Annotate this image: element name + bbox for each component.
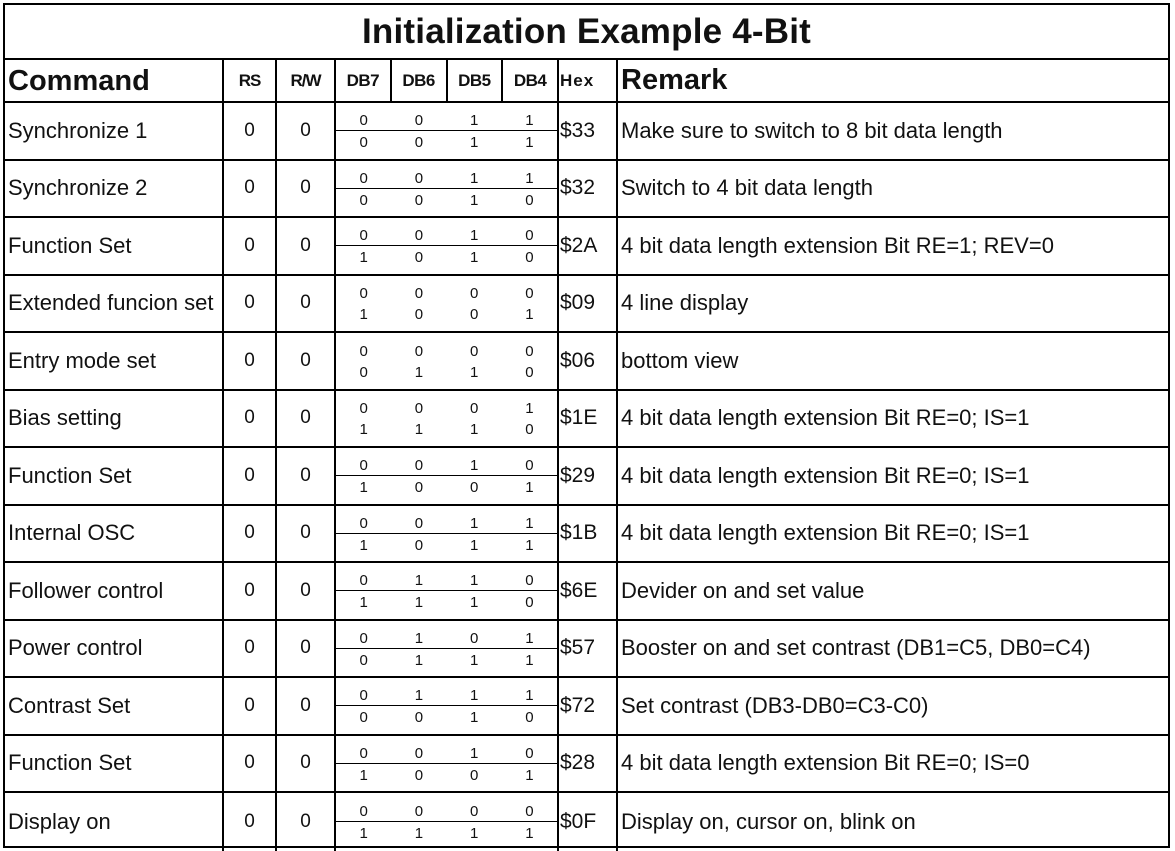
bit-bits_high-db7: 0 xyxy=(359,400,368,418)
bit-bits_high-db4: 0 xyxy=(525,457,534,475)
bits-cell xyxy=(336,161,559,217)
bit-bits_high-db6: 1 xyxy=(414,629,424,647)
bit-bits_low-db6: 0 xyxy=(414,191,424,209)
command-cell: Contrast Set xyxy=(5,678,224,734)
bit-bits_high-db4: 1 xyxy=(525,687,534,705)
bit-bits_high-db4: 0 xyxy=(525,227,534,245)
bit-bits_high-db4: 0 xyxy=(525,572,534,590)
remark-cell: bottom view xyxy=(621,347,739,373)
bits-high-nibble xyxy=(336,448,557,476)
bit-bits_low-db7: 1 xyxy=(359,825,368,843)
bit-bits_low-db4: 0 xyxy=(525,421,534,439)
bit-bits_high-db7: 0 xyxy=(359,342,368,360)
rw-cell: 0 xyxy=(277,276,336,332)
hex-cell: $2A xyxy=(559,218,618,274)
rs-cell: 0 xyxy=(224,448,277,504)
bit-bits_low-db4: 0 xyxy=(525,709,534,727)
bits-low-nibble xyxy=(336,418,557,446)
bits-cell xyxy=(336,563,559,619)
bit-bits_high-db6: 0 xyxy=(414,169,424,187)
command-cell: Internal OSC xyxy=(5,506,224,562)
bit-bits_low-db7: 1 xyxy=(359,249,368,267)
bit-bits_high-db7: 0 xyxy=(359,629,368,647)
bits-high-nibble xyxy=(336,793,557,822)
bit-bits_low-db4: 0 xyxy=(525,594,534,612)
rw-cell: 0 xyxy=(277,103,336,159)
rs-cell: 0 xyxy=(224,161,277,217)
bit-bits_low-db6: 0 xyxy=(414,306,424,324)
hex-cell: $06 xyxy=(559,333,618,389)
rw-cell: 0 xyxy=(277,161,336,217)
rw-cell: 0 xyxy=(277,621,336,677)
bit-bits_high-db4: 1 xyxy=(525,112,534,130)
bit-bits_high-db7: 0 xyxy=(359,227,368,245)
bits-low-nibble xyxy=(336,476,557,503)
bit-bits_low-db4: 0 xyxy=(525,363,534,381)
remark-cell: 4 bit data length extension Bit RE=1; REV=0 xyxy=(621,232,1054,258)
bit-bits_low-db4: 0 xyxy=(525,191,534,209)
bits-low-nibble xyxy=(336,189,557,216)
remark-cell: 4 bit data length extension Bit RE=0; IS=1 xyxy=(621,462,1030,488)
bit-bits_high-db5: 1 xyxy=(469,112,479,130)
bit-bits_low-db4: 1 xyxy=(525,306,534,324)
remark-cell: 4 bit data length extension Bit RE=0; IS=1 xyxy=(621,520,1030,546)
command-cell: Follower control xyxy=(5,563,224,619)
bit-bits_high-db4: 1 xyxy=(525,514,534,532)
bits-low-nibble xyxy=(336,131,557,158)
bit-bits_low-db4: 1 xyxy=(525,766,534,784)
table-row xyxy=(5,793,1168,851)
header-hex: Hex xyxy=(559,60,618,101)
bits-high-nibble xyxy=(336,563,557,591)
bit-bits_low-db7: 0 xyxy=(359,651,368,669)
bit-bits_high-db6: 0 xyxy=(414,285,424,303)
bit-bits_low-db6: 1 xyxy=(414,651,424,669)
bit-bits_low-db5: 0 xyxy=(469,766,479,784)
command-cell: Function Set xyxy=(5,736,224,792)
bits-cell xyxy=(336,736,559,792)
bit-bits_high-db4: 0 xyxy=(525,744,534,762)
rs-cell: 0 xyxy=(224,276,277,332)
rw-cell: 0 xyxy=(277,678,336,734)
bits-low-nibble xyxy=(336,822,557,850)
bit-bits_high-db7: 0 xyxy=(359,169,368,187)
bits-high-nibble xyxy=(336,678,557,706)
bit-bits_low-db5: 1 xyxy=(469,825,479,843)
bit-bits_high-db6: 1 xyxy=(414,572,424,590)
bit-bits_high-db5: 1 xyxy=(469,744,479,762)
bit-bits_high-db4: 1 xyxy=(525,400,534,418)
bit-bits_high-db6: 0 xyxy=(414,514,424,532)
header-rw: R/W xyxy=(277,60,336,101)
hex-cell: $33 xyxy=(559,103,618,159)
hex-cell: $6E xyxy=(559,563,618,619)
table-row xyxy=(5,736,1168,794)
table-row xyxy=(5,333,1168,391)
command-cell: Synchronize 1 xyxy=(5,103,224,159)
table-body xyxy=(5,103,1168,851)
bit-bits_low-db7: 0 xyxy=(359,709,368,727)
rw-cell: 0 xyxy=(277,218,336,274)
bits-high-nibble xyxy=(336,103,557,131)
bit-bits_low-db5: 1 xyxy=(469,249,479,267)
hex-cell: $0F xyxy=(559,793,618,851)
command-cell: Function Set xyxy=(5,448,224,504)
bits-low-nibble xyxy=(336,764,557,791)
rw-cell: 0 xyxy=(277,793,336,851)
bit-bits_low-db6: 1 xyxy=(414,594,424,612)
bit-bits_high-db4: 1 xyxy=(525,629,534,647)
remark-cell: 4 bit data length extension Bit RE=0; IS=0 xyxy=(621,750,1030,776)
bit-bits_low-db6: 0 xyxy=(414,709,424,727)
remark-cell: Devider on and set value xyxy=(621,577,865,603)
header-remark: Remark xyxy=(621,64,728,96)
command-cell: Power control xyxy=(5,621,224,677)
bit-bits_low-db7: 1 xyxy=(359,306,368,324)
remark-cell: 4 bit data length extension Bit RE=0; IS=1 xyxy=(621,405,1030,431)
bit-bits_high-db4: 0 xyxy=(525,285,534,303)
bit-bits_low-db6: 1 xyxy=(414,363,424,381)
bit-bits_high-db5: 1 xyxy=(469,169,479,187)
rw-cell: 0 xyxy=(277,736,336,792)
rs-cell: 0 xyxy=(224,563,277,619)
bit-bits_high-db5: 1 xyxy=(469,227,479,245)
bit-bits_high-db6: 1 xyxy=(414,687,424,705)
bits-low-nibble xyxy=(336,361,557,389)
bits-cell xyxy=(336,218,559,274)
bits-low-nibble xyxy=(336,534,557,561)
bits-high-nibble xyxy=(336,161,557,189)
remark-cell: Switch to 4 bit data length xyxy=(621,175,873,201)
table-title: Initialization Example 4-Bit xyxy=(5,5,1168,60)
table-row xyxy=(5,448,1168,506)
bit-bits_low-db4: 1 xyxy=(525,651,534,669)
table-row xyxy=(5,276,1168,334)
bit-bits_low-db6: 0 xyxy=(414,766,424,784)
bits-low-nibble xyxy=(336,246,557,273)
bit-bits_high-db7: 0 xyxy=(359,572,368,590)
bits-cell xyxy=(336,103,559,159)
rs-cell: 0 xyxy=(224,736,277,792)
remark-cell: Make sure to switch to 8 bit data length xyxy=(621,117,1003,143)
table-row xyxy=(5,678,1168,736)
bit-bits_high-db6: 0 xyxy=(414,803,424,821)
bits-cell xyxy=(336,506,559,562)
bit-bits_high-db5: 0 xyxy=(469,803,479,821)
bit-bits_low-db7: 1 xyxy=(359,421,368,439)
header-row xyxy=(5,60,1168,103)
hex-cell: $29 xyxy=(559,448,618,504)
bit-bits_low-db7: 1 xyxy=(359,479,368,497)
bit-bits_high-db5: 0 xyxy=(469,285,479,303)
header-db6: DB6 xyxy=(392,60,448,101)
rw-cell: 0 xyxy=(277,391,336,447)
command-cell: Display on xyxy=(5,793,224,851)
hex-cell: $1B xyxy=(559,506,618,562)
header-db-group xyxy=(336,60,559,101)
bits-high-nibble xyxy=(336,276,557,304)
table-row xyxy=(5,218,1168,276)
bit-bits_high-db7: 0 xyxy=(359,112,368,130)
bit-bits_high-db4: 0 xyxy=(525,803,534,821)
bit-bits_high-db4: 0 xyxy=(525,342,534,360)
header-rs: RS xyxy=(224,60,277,101)
bit-bits_high-db6: 0 xyxy=(414,112,424,130)
bits-high-nibble xyxy=(336,506,557,534)
bit-bits_low-db6: 1 xyxy=(414,421,424,439)
bit-bits_high-db6: 0 xyxy=(414,227,424,245)
rs-cell: 0 xyxy=(224,506,277,562)
bit-bits_high-db5: 1 xyxy=(469,457,479,475)
bits-high-nibble xyxy=(336,218,557,246)
bit-bits_low-db6: 0 xyxy=(414,479,424,497)
bit-bits_low-db5: 1 xyxy=(469,536,479,554)
remark-cell: Booster on and set contrast (DB1=C5, DB0=C4) xyxy=(621,635,1091,661)
bit-bits_high-db5: 1 xyxy=(469,514,479,532)
bit-bits_low-db5: 0 xyxy=(469,306,479,324)
rw-cell: 0 xyxy=(277,563,336,619)
table-row xyxy=(5,161,1168,219)
bits-cell xyxy=(336,448,559,504)
bit-bits_high-db6: 0 xyxy=(414,342,424,360)
remark-cell: Display on, cursor on, blink on xyxy=(621,808,916,834)
bit-bits_low-db4: 1 xyxy=(525,825,534,843)
bit-bits_low-db5: 1 xyxy=(469,594,479,612)
bit-bits_low-db7: 1 xyxy=(359,594,368,612)
command-cell: Entry mode set xyxy=(5,333,224,389)
bit-bits_low-db6: 0 xyxy=(414,249,424,267)
rw-cell: 0 xyxy=(277,506,336,562)
bits-low-nibble xyxy=(336,706,557,733)
table-row xyxy=(5,563,1168,621)
rs-cell: 0 xyxy=(224,678,277,734)
init-table xyxy=(3,3,1170,848)
bit-bits_low-db5: 1 xyxy=(469,709,479,727)
bit-bits_low-db4: 1 xyxy=(525,536,534,554)
remark-cell: 4 line display xyxy=(621,290,749,316)
bit-bits_low-db7: 0 xyxy=(359,363,368,381)
rs-cell: 0 xyxy=(224,793,277,851)
hex-cell: $57 xyxy=(559,621,618,677)
bits-low-nibble xyxy=(336,649,557,676)
bit-bits_low-db7: 1 xyxy=(359,536,368,554)
bit-bits_high-db7: 0 xyxy=(359,457,368,475)
bit-bits_high-db6: 0 xyxy=(414,457,424,475)
bit-bits_high-db6: 0 xyxy=(414,400,424,418)
rs-cell: 0 xyxy=(224,103,277,159)
bit-bits_low-db5: 1 xyxy=(469,191,479,209)
bit-bits_low-db6: 0 xyxy=(414,536,424,554)
header-command: Command xyxy=(5,60,224,101)
header-db4: DB4 xyxy=(513,70,547,90)
header-db7: DB7 xyxy=(336,60,392,101)
bit-bits_high-db7: 0 xyxy=(359,744,368,762)
bit-bits_low-db5: 1 xyxy=(469,134,479,152)
bit-bits_high-db6: 0 xyxy=(414,744,424,762)
bit-bits_low-db5: 1 xyxy=(469,363,479,381)
command-cell: Bias setting xyxy=(5,391,224,447)
hex-cell: $32 xyxy=(559,161,618,217)
bit-bits_low-db5: 1 xyxy=(469,651,479,669)
bit-bits_high-db5: 0 xyxy=(469,629,479,647)
hex-cell: $09 xyxy=(559,276,618,332)
bits-low-nibble xyxy=(336,303,557,331)
bits-cell xyxy=(336,276,559,332)
bit-bits_high-db4: 1 xyxy=(525,169,534,187)
bit-bits_low-db5: 0 xyxy=(469,479,479,497)
bit-bits_low-db4: 0 xyxy=(525,249,534,267)
command-cell: Synchronize 2 xyxy=(5,161,224,217)
bits-cell xyxy=(336,391,559,447)
bits-high-nibble xyxy=(336,333,557,361)
bit-bits_high-db7: 0 xyxy=(359,514,368,532)
bit-bits_low-db5: 1 xyxy=(469,421,479,439)
table-row xyxy=(5,506,1168,564)
rw-cell: 0 xyxy=(277,448,336,504)
bit-bits_low-db7: 1 xyxy=(359,766,368,784)
rs-cell: 0 xyxy=(224,621,277,677)
bit-bits_low-db7: 0 xyxy=(359,134,368,152)
bit-bits_high-db5: 1 xyxy=(469,687,479,705)
bit-bits_low-db4: 1 xyxy=(525,479,534,497)
table-row xyxy=(5,103,1168,161)
bits-high-nibble xyxy=(336,736,557,764)
bit-bits_high-db7: 0 xyxy=(359,285,368,303)
bits-cell xyxy=(336,333,559,389)
bit-bits_high-db5: 0 xyxy=(469,400,479,418)
hex-cell: $28 xyxy=(559,736,618,792)
rs-cell: 0 xyxy=(224,333,277,389)
bit-bits_high-db7: 0 xyxy=(359,687,368,705)
header-db5: DB5 xyxy=(448,60,504,101)
bits-high-nibble xyxy=(336,391,557,419)
rs-cell: 0 xyxy=(224,391,277,447)
command-cell: Extended funcion set xyxy=(5,276,224,332)
table-row xyxy=(5,391,1168,449)
bit-bits_low-db6: 1 xyxy=(414,825,424,843)
bits-low-nibble xyxy=(336,591,557,618)
rs-cell: 0 xyxy=(224,218,277,274)
bit-bits_low-db6: 0 xyxy=(414,134,424,152)
bit-bits_high-db5: 0 xyxy=(469,342,479,360)
remark-cell: Set contrast (DB3-DB0=C3-C0) xyxy=(621,692,929,718)
bits-cell xyxy=(336,793,559,851)
hex-cell: $1E xyxy=(559,391,618,447)
bits-cell xyxy=(336,678,559,734)
bits-high-nibble xyxy=(336,621,557,649)
table-row xyxy=(5,621,1168,679)
bits-cell xyxy=(336,621,559,677)
hex-cell: $72 xyxy=(559,678,618,734)
rw-cell: 0 xyxy=(277,333,336,389)
bit-bits_high-db5: 1 xyxy=(469,572,479,590)
command-cell: Function Set xyxy=(5,218,224,274)
bit-bits_low-db4: 1 xyxy=(525,134,534,152)
bit-bits_low-db7: 0 xyxy=(359,191,368,209)
bit-bits_high-db7: 0 xyxy=(359,803,368,821)
